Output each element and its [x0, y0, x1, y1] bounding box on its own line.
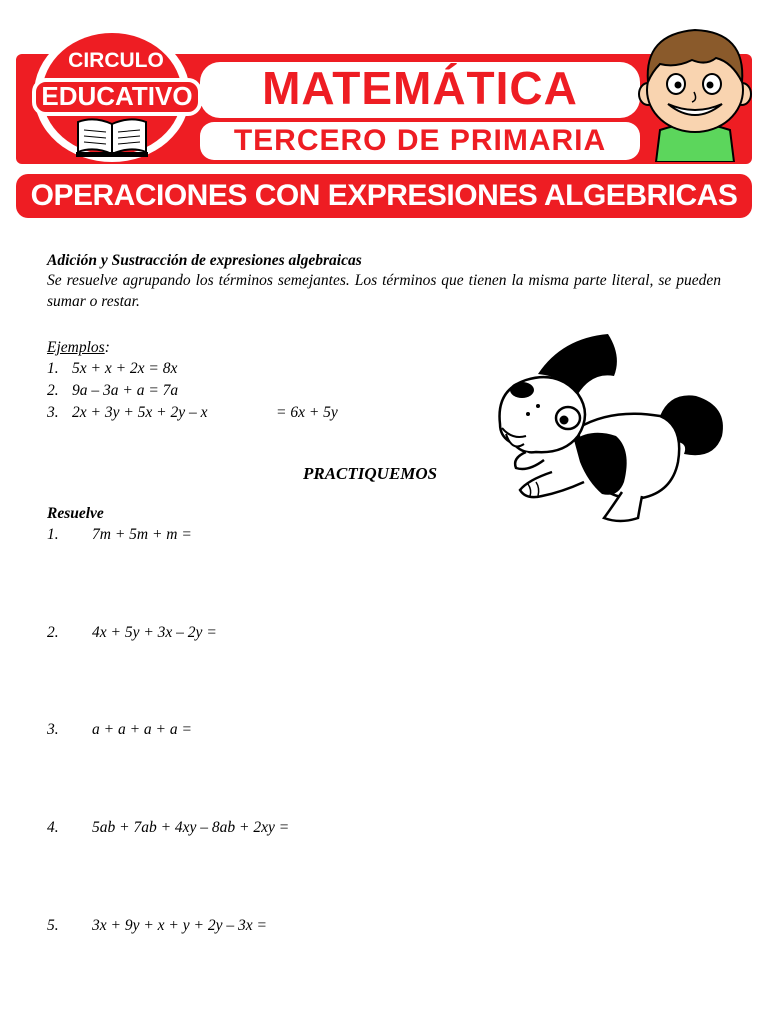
child-cartoon-icon [636, 22, 754, 162]
exercise-number: 1. [47, 526, 59, 543]
logo-text-top: CIRCULO [68, 49, 164, 72]
exercise-number: 2. [47, 624, 59, 641]
example-expression: 5x + x + 2x = 8x [72, 360, 178, 377]
exercise-expression: 4x + 5y + 3x – 2y = [92, 624, 217, 641]
examples-colon: : [104, 339, 110, 356]
example-number: 2. [47, 382, 59, 399]
logo-text-bottom: EDUCATIVO [41, 81, 193, 111]
practice-label: Resuelve [47, 505, 104, 522]
dog-cartoon-icon [492, 332, 730, 528]
examples-label-text: Ejemplos [47, 339, 105, 356]
exercise-number: 5. [47, 917, 59, 934]
exercise-expression: 3x + 9y + x + y + 2y – 3x = [92, 917, 267, 934]
examples-label [47, 337, 110, 358]
topic-banner-text: OPERACIONES CON EXPRESIONES ALGEBRICAS [30, 179, 738, 212]
section-heading: Adición y Sustracción de expresiones algebraicas [47, 252, 362, 269]
exercise-expression: 7m + 5m + m = [92, 526, 192, 543]
exercise-expression: a + a + a + a = [92, 721, 192, 738]
example-number: 1. [47, 360, 59, 377]
exercise-number: 4. [47, 819, 59, 836]
example-number: 3. [47, 404, 59, 421]
exercise-number: 3. [47, 721, 59, 738]
intro-paragraph: Se resuelve agrupando los términos semejantes. Los términos que tienen la misma parte literal, se pueden sumar o restar. [47, 272, 721, 310]
exercise-expression: 5ab + 7ab + 4xy – 8ab + 2xy = [92, 819, 290, 836]
page-subtitle: TERCERO DE PRIMARIA [233, 124, 607, 157]
example-result: = 6x + 5y [276, 404, 338, 421]
page-title: MATEMÁTICA [262, 62, 578, 114]
example-expression: 9a – 3a + a = 7a [72, 382, 179, 399]
practice-title: PRACTIQUEMOS [303, 464, 438, 483]
example-expression: 2x + 3y + 5x + 2y – x [72, 404, 208, 421]
